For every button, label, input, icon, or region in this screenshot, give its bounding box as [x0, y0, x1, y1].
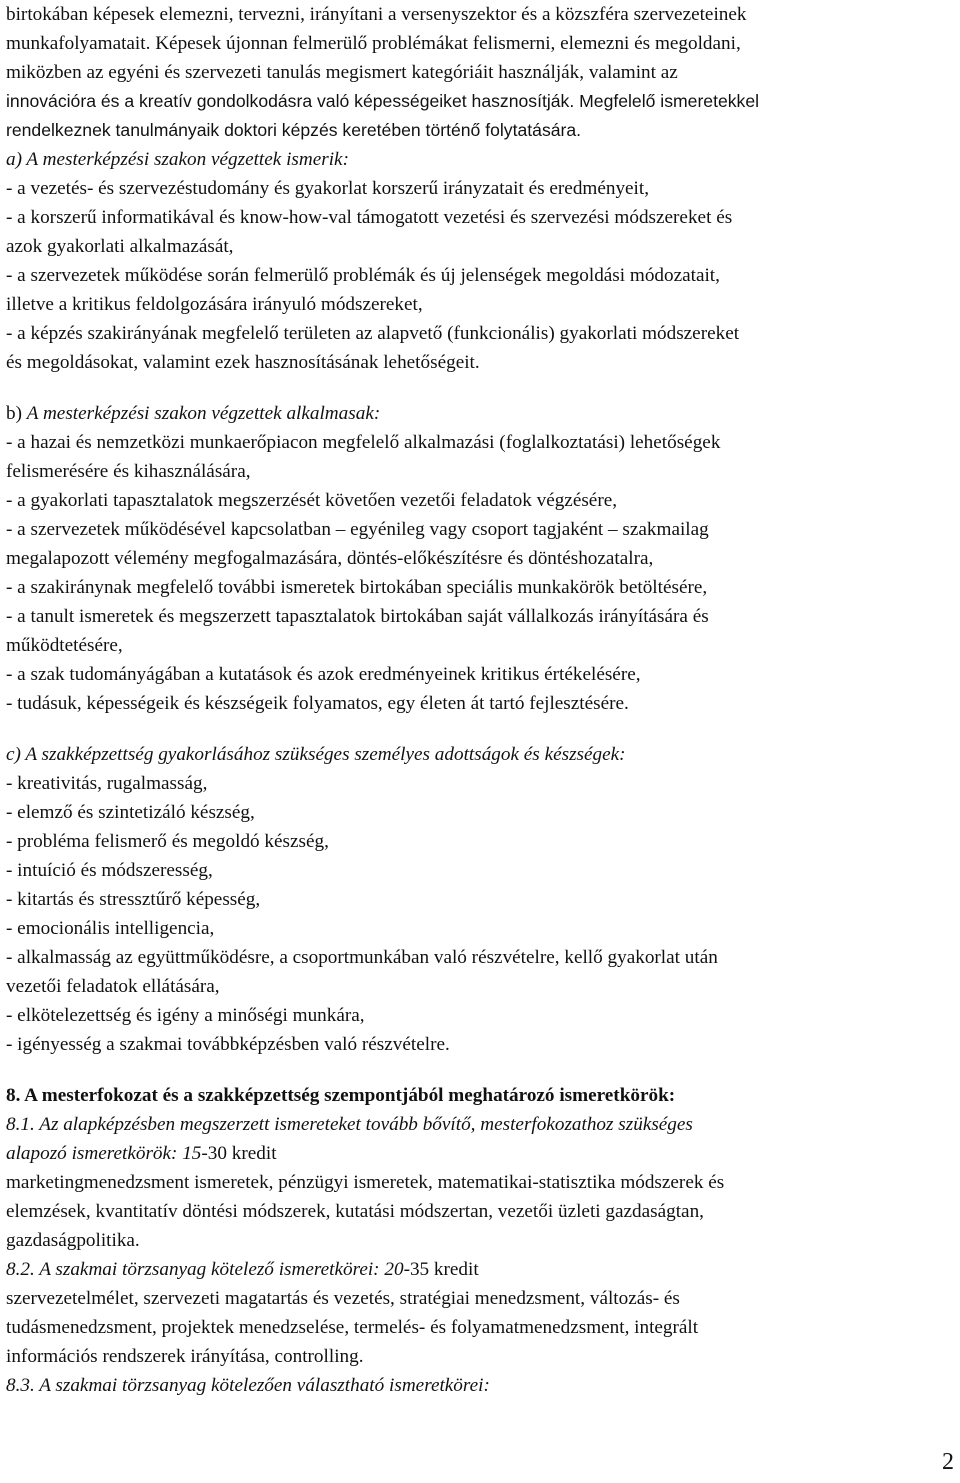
- intro-line-2: munkafolyamatait. Képesek újonnan felmerülő problémákat felismerni, elemezni és megoldani,: [6, 33, 741, 54]
- section-c-line: - elkötelezettség és igény a minőségi munkára,: [6, 1005, 365, 1026]
- section-a-line: - a szervezetek működése során felmerülő problémák és új jelenségek megoldási módozatait,: [6, 265, 720, 286]
- section-a-list: [6, 174, 950, 377]
- section-8-1-credits-range: -30 kredit: [201, 1143, 277, 1164]
- section-a-line: illetve a kritikus feldolgozására irányuló módszereket,: [6, 294, 423, 315]
- section-8-1-title: 8.1. Az alapképzésben megszerzett ismereteket tovább bővítő, mesterfokozathoz szükséges: [6, 1114, 693, 1135]
- section-8-2-label: 8.2. A szakmai törzsanyag kötelező ismeretkörei: 20: [6, 1259, 404, 1280]
- intro-line-4a: innovációra és a kreatív gondolkodásra való képességeiket hasznosítják.: [6, 91, 575, 111]
- section-b-heading: [6, 399, 950, 428]
- section-8-2-body: szervezetelmélet, szervezeti magatartás és vezetés, stratégiai menedzsment, változás- és: [6, 1288, 680, 1309]
- document-page: [6, 0, 950, 1400]
- section-8-2-body: tudásmenedzsment, projektek menedzselése, termelés- és folyamatmenedzsment, integrált: [6, 1317, 699, 1338]
- section-c-line: - kitartás és stressztűrő képesség,: [6, 889, 261, 910]
- intro-line-3: miközben az egyéni és szervezeti tanulás megismert kategóriáit használják, valamint az: [6, 62, 678, 83]
- section-a-line: - a korszerű informatikával és know-how-val támogatott vezetési és szervezési módszereket és: [6, 207, 733, 228]
- section-8-1-credits: [6, 1139, 950, 1168]
- intro-line-4b: Megfelelő ismeretekkel: [574, 91, 760, 111]
- section-8-2-range: -35 kredit: [403, 1259, 479, 1280]
- section-c-line: - probléma felismerő és megoldó készség,: [6, 831, 329, 852]
- section-c-heading: c) A szakképzettség gyakorlásához szükséges személyes adottságok és készségek:: [6, 744, 626, 765]
- page-number: 2: [942, 1449, 954, 1475]
- section-a-line: azok gyakorlati alkalmazását,: [6, 236, 234, 257]
- intro-line-4: [6, 87, 950, 116]
- section-b-line: - a hazai és nemzetközi munkaerőpiacon megfelelő alkalmazási (foglalkoztatási) lehetőségek: [6, 432, 721, 453]
- section-b-line: - a szak tudományágában a kutatások és azok eredményeinek kritikus értékelésére,: [6, 664, 641, 685]
- section-c-line: - igényesség a szakmai továbbképzésben való részvételre.: [6, 1034, 450, 1055]
- section-a-heading: a) A mesterképzési szakon végzettek ismerik:: [6, 149, 349, 170]
- intro-line-5: rendelkeznek tanulmányaik doktori képzés keretében történő folytatására.: [6, 120, 582, 140]
- section-8-1-credits-label: alapozó ismeretkörök: 15: [6, 1143, 202, 1164]
- section-b-line: - a gyakorlati tapasztalatok megszerzését követően vezetői feladatok végzésére,: [6, 490, 618, 511]
- section-a-line: - a vezetés- és szervezéstudomány és gyakorlat korszerű irányzatait és eredményeit,: [6, 178, 650, 199]
- section-c-list: [6, 769, 950, 1059]
- section-8-1-body: gazdaságpolitika.: [6, 1230, 140, 1251]
- section-b-title: A mesterképzési szakon végzettek alkalmasak:: [26, 403, 381, 424]
- section-8-heading: 8. A mesterfokozat és a szakképzettség szempontjából meghatározó ismeretkörök:: [6, 1085, 676, 1106]
- section-c-line: - kreativitás, rugalmasság,: [6, 773, 208, 794]
- intro-line-1: birtokában képesek elemezni, tervezni, irányítani a versenyszektor és a közszféra szervezeteinek: [6, 4, 747, 25]
- section-b-prefix: b): [6, 403, 27, 424]
- spacer: [6, 718, 950, 740]
- section-b-line: működtetésére,: [6, 635, 123, 656]
- section-a-line: - a képzés szakirányának megfelelő területen az alapvető (funkcionális) gyakorlati módszereket: [6, 323, 740, 344]
- spacer: [6, 377, 950, 399]
- section-b-line: megalapozott vélemény megfogalmazására, döntés-előkészítésre és döntéshozatalra,: [6, 548, 654, 569]
- section-c-line: - elemző és szintetizáló készség,: [6, 802, 255, 823]
- section-c-line: - alkalmasság az együttműködésre, a csoportmunkában való részvételre, kellő gyakorlat után: [6, 947, 718, 968]
- section-b-line: felismerésére és kihasználására,: [6, 461, 251, 482]
- section-a-line: és megoldásokat, valamint ezek hasznosításának lehetőségeit.: [6, 352, 480, 373]
- section-c-line: vezetői feladatok ellátására,: [6, 976, 220, 997]
- section-8-2-title: [6, 1255, 950, 1284]
- section-8-1-body: marketingmenedzsment ismeretek, pénzügyi ismeretek, matematikai-statisztika módszerek és: [6, 1172, 725, 1193]
- section-b-line: - a szakiránynak megfelelő további ismeretek birtokában speciális munkakörök betöltésére,: [6, 577, 708, 598]
- section-b-line: - tudásuk, képességeik és készségeik folyamatos, egy életen át tartó fejlesztésére.: [6, 693, 629, 714]
- section-8-2-body: információs rendszerek irányítása, controlling.: [6, 1346, 364, 1367]
- section-b-line: - a tanult ismeretek és megszerzett tapasztalatok birtokában saját vállalkozás irányítására és: [6, 606, 709, 627]
- section-8-1-body: elemzések, kvantitatív döntési módszerek, kutatási módszertan, vezetői üzleti gazdaságtan,: [6, 1201, 704, 1222]
- section-b-list: [6, 428, 950, 718]
- section-b-line: - a szervezetek működésével kapcsolatban – egyénileg vagy csoport tagjaként – szakmailag: [6, 519, 709, 540]
- section-8-3-title: 8.3. A szakmai törzsanyag kötelezően választható ismeretkörei:: [6, 1375, 490, 1396]
- spacer: [6, 1059, 950, 1081]
- section-c-line: - intuíció és módszeresség,: [6, 860, 213, 881]
- section-c-line: - emocionális intelligencia,: [6, 918, 215, 939]
